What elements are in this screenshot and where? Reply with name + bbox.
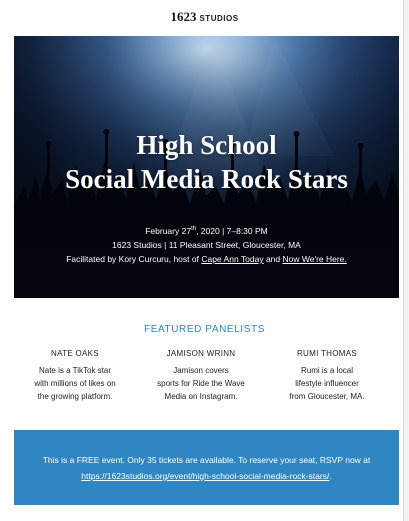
panelist-desc-line: Media on Instagram. xyxy=(164,392,238,401)
panelist-jamison-wrinn xyxy=(146,349,256,403)
panelists-list xyxy=(20,349,382,403)
event-title xyxy=(14,128,399,196)
panelist-desc-line: the growing platform. xyxy=(37,392,113,401)
hero-banner xyxy=(14,36,399,298)
panelist-name: JAMISON WRINN xyxy=(166,349,236,358)
event-venue: 1623 Studios | 11 Pleasant Street, Gloucester, MA xyxy=(112,239,301,250)
panelist-name: NATE OAKS xyxy=(51,349,99,358)
panelist-desc-line: sports for Ride the Wave xyxy=(157,379,245,388)
panelist-desc-line: from Gloucester, MA. xyxy=(289,392,365,401)
panelist-description xyxy=(146,364,256,403)
rsvp-suffix: . xyxy=(329,471,332,481)
panelist-description xyxy=(272,364,382,403)
cape-ann-today-link[interactable]: Cape Ann Today xyxy=(201,253,264,264)
panelist-description xyxy=(20,364,130,403)
rsvp-text xyxy=(30,452,383,484)
facilitator-and: and xyxy=(263,253,283,264)
panelist-name: RUMI THOMAS xyxy=(296,349,358,358)
rsvp-link[interactable]: https://1623studios.org/event/high-school-social-media-rock-stars/ xyxy=(81,471,330,481)
event-title-line2: Social Media Rock Stars xyxy=(65,164,348,194)
logo-number: 1623 xyxy=(170,9,197,24)
panelist-rumi-thomas xyxy=(272,349,382,403)
date-sup: th xyxy=(191,226,197,232)
panelist-desc-line: lifestyle influencer xyxy=(295,379,359,388)
event-title-line1: High School xyxy=(136,130,277,160)
now-were-here-link[interactable]: Now We're Here. xyxy=(282,253,347,264)
rsvp-banner xyxy=(14,430,399,505)
date-suffix: , 2020 | 7–8:30 PM xyxy=(196,225,268,236)
panelist-desc-line: Rumi is a local xyxy=(300,366,353,375)
featured-panelists-heading: FEATURED PANELISTS xyxy=(143,324,265,335)
event-details xyxy=(14,222,399,266)
facilitator-prefix: Facilitated by Kory Curcuru, host of xyxy=(66,253,202,264)
event-facilitator xyxy=(14,252,399,266)
panelist-desc-line: Jamison covers xyxy=(173,366,229,375)
logo-word: STUDIOS xyxy=(199,14,239,23)
studio-logo xyxy=(0,9,409,25)
panelist-nate-oaks xyxy=(20,349,130,403)
date-prefix: February 27 xyxy=(145,225,192,236)
panelist-desc-line: with millions of likes on xyxy=(34,379,116,388)
event-date xyxy=(14,222,399,238)
panelist-desc-line: Nate is a TikTok star xyxy=(38,366,112,375)
rsvp-message: This is a FREE event. Only 35 tickets are available. To reserve your seat, RSVP now at xyxy=(42,455,371,465)
